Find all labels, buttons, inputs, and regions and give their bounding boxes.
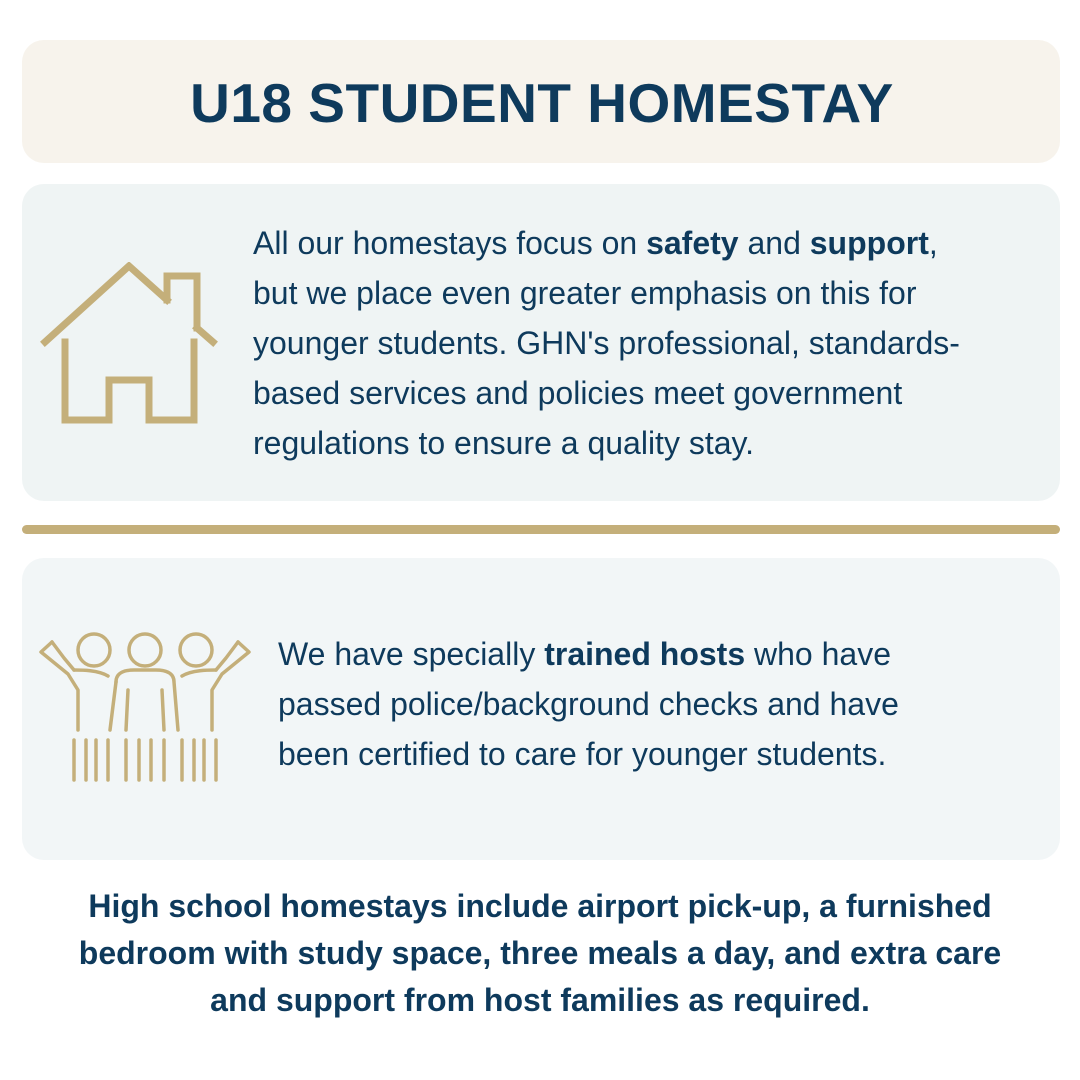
trained-hosts-text: We have specially trained hosts who have passed police/background checks and have been certified to care for younger students. [278,636,899,772]
footer-summary: High school homestays include airport pick-up, a furnished bedroom with study space, three meals a day, and extra care and support from host families as required. [78,888,1002,1018]
title-banner [22,40,1060,163]
safety-support-text: All our homestays focus on safety and support, but we place even greater emphasis on this for younger students. GHN's professional, standards- based services and policies meet government regulations to ensure a quality stay. [253,225,960,461]
house-icon [40,262,218,428]
family-group-icon [38,630,252,782]
page-title: U18 STUDENT HOMESTAY [190,71,894,134]
section-divider [22,525,1060,534]
